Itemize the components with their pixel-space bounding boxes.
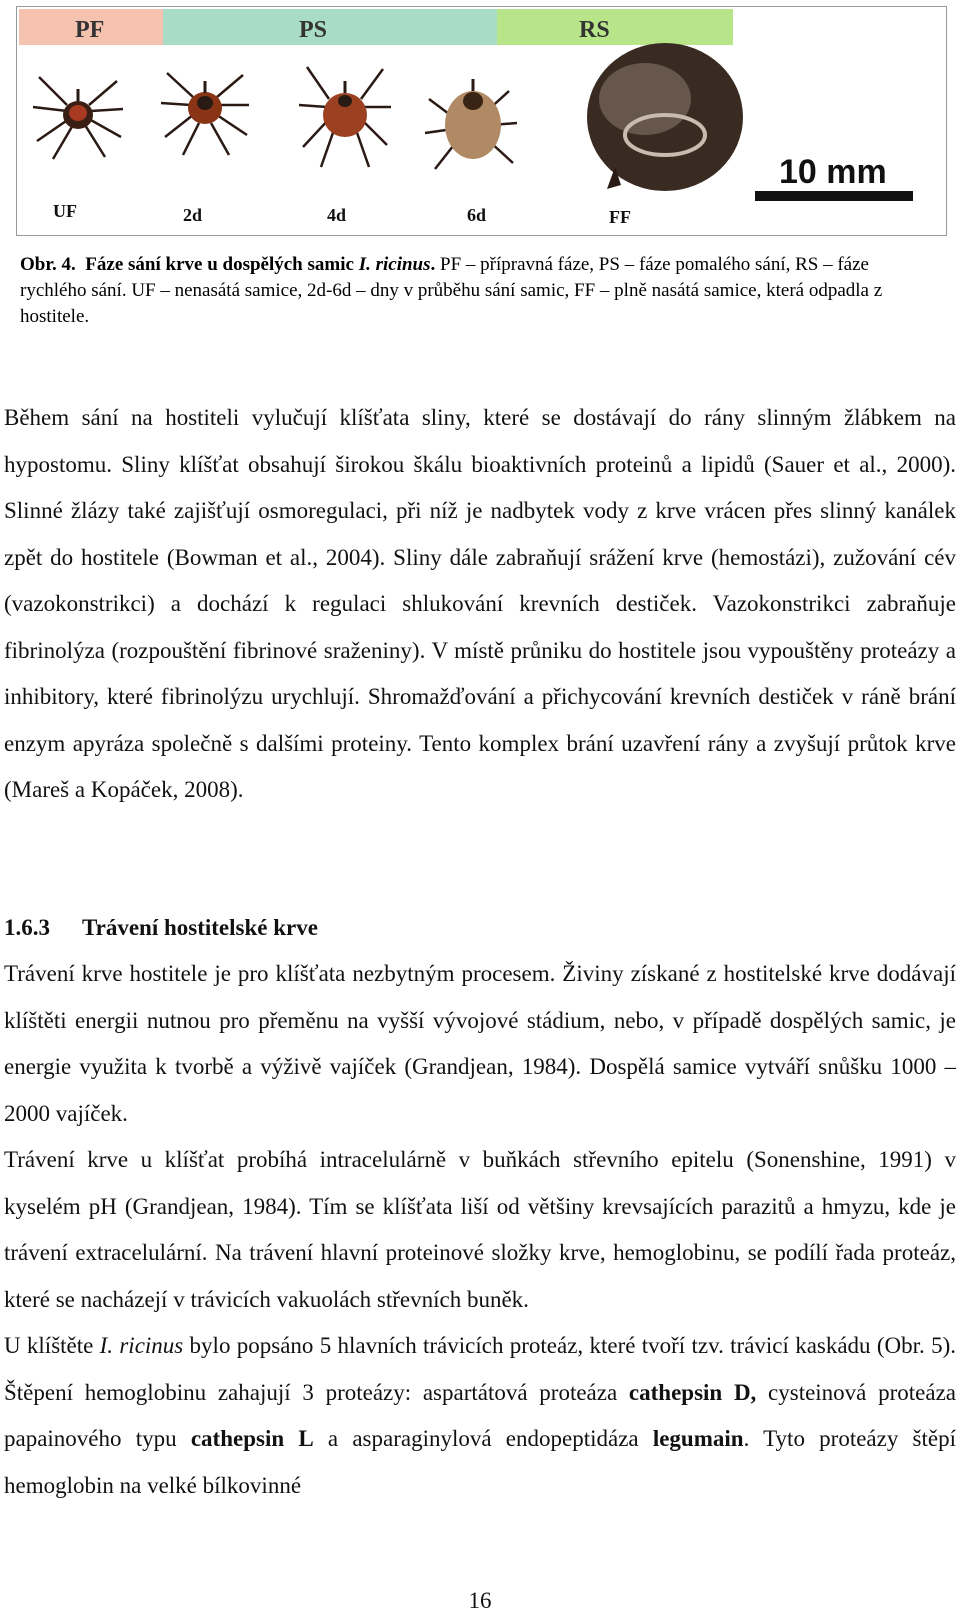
caption-text: PF – přípravná fáze, PS – fáze pomalého sání, RS – fáze rychlého sání. UF – nenasátá samice, 2d-6d – dny v průběhu sání samic, FF – plně nasátá samice, která odpadla z hostitele.: [20, 254, 883, 327]
caption-title-end: .: [430, 254, 436, 275]
enzyme-cathepsin-d: cathepsin D,: [628, 1379, 757, 1405]
section-number: 1.6.3: [4, 915, 50, 940]
stage-label-2d: 2d: [183, 205, 203, 225]
caption-label: Obr. 4.: [20, 254, 76, 275]
paragraph-1-text: Během sání na hostiteli vylučují klíšťata sliny, které se dostávají do rány slinným žlábkem na hypostomu. Sliny klíšťat obsahují širokou škálu bioaktivních proteinů a lipidů (Sauer et al., 2000). Slinné žlázy také zajišťují osmoregulaci, při níž je nadbytek vody z krve vrácen přes slinný kanálek zpět do hostitele (Bowman et al., 2004). Sliny dále zabraňují srážení krve (hemostázi), zužování cév (vazokonstrikci) a dochází k regulaci shlukování krevních destiček. Vazokonstrikci zabraňuje fibrinolýza (rozpouštění fibrinové sraženiny). V místě průniku do hostitele jsou vypouštěny proteázy a inhibitory, které fibrinolýzu urychlují. Shromažďování a přichycování krevních destiček v ráně brání enzym apyráza společně s dalšími proteiny. Tento komplex brání uzavření rány a zvyšují průtok krve (Mareš a Kopáček, 2008).: [4, 405, 956, 802]
phase-label-pf: PF: [75, 17, 105, 43]
paragraph-4-part: a asparaginylová endopeptidáza: [313, 1426, 653, 1451]
caption-species: I. ricinus: [358, 254, 431, 275]
stage-label-6d: 6d: [467, 205, 487, 225]
stage-label-4d: 4d: [327, 205, 347, 225]
enzyme-legumain: legumain: [652, 1426, 744, 1451]
paragraph-3-text: Trávení krve u klíšťat probíhá intracelulárně v buňkách střevního epitelu (Sonenshine, 1991) v kyselém pH (Grandjean, 1984). Tím se klíšťata liší od většiny krevsajících parazitů a hmyzu, kde je trávení extracelulární. Na trávení hlavní proteinové složky krve, hemoglobinu, se podílí řada proteáz, které se nacházejí v trávicích vakuolách střevních buněk.: [4, 1147, 956, 1312]
tick-day4-image: [299, 67, 391, 167]
tick-day2-image: [161, 73, 249, 155]
enzyme-cathepsin-l: cathepsin L: [190, 1426, 314, 1451]
paragraph-4-text: [4, 1323, 956, 1509]
tick-fully-fed-image: [587, 43, 743, 191]
caption-title: [85, 254, 435, 275]
paragraph-saliva: [4, 395, 956, 814]
paragraph-4-part: cysteinová proteáza papainového typu: [4, 1379, 957, 1451]
figure-caption: [20, 252, 932, 330]
paragraph-2-text: Trávení krve hostitele je pro klíšťata nezbytným procesem. Živiny získané z hostitelské krve dodávají klíštěti energii nutnou pro přeměnu na vyšší vývojové stádium, nebo, v případě dospělých samic, je energie využita k tvorbě a výživě vajíček (Grandjean, 1984). Dospělá samice vytváří snůšku 1000 – 2000 vajíček.: [4, 961, 956, 1126]
tick-day6-image: [425, 79, 517, 169]
stage-label-ff: FF: [609, 207, 631, 227]
phase-label-rs: RS: [579, 17, 610, 43]
caption-title-text: Fáze sání krve u dospělých samic: [85, 254, 354, 275]
tick-unfed-image: [33, 77, 123, 159]
stage-label-uf: UF: [53, 201, 77, 221]
paragraph-4-part: bylo popsáno 5 hlavních trávicích proteáz, které tvoří tzv. trávicí kaskádu (Obr. 5). Štěpení hemoglobinu zahajují 3 proteázy: aspartátová proteáza: [4, 1333, 956, 1405]
paragraph-4-part: U klíštěte: [4, 1333, 100, 1358]
phase-bar-rs: [497, 9, 733, 45]
species-name: I. ricinus: [99, 1333, 184, 1358]
section-heading: [4, 905, 318, 951]
paragraph-4-part: . Tyto proteázy štěpí hemoglobin na velké bílkovinné: [4, 1426, 956, 1498]
tick-feeding-illustration: [17, 7, 946, 235]
scale-bar: [755, 191, 913, 201]
tick-feeding-figure: [16, 6, 947, 236]
section-title: Trávení hostitelské krve: [82, 915, 318, 940]
phase-label-ps: PS: [299, 17, 328, 43]
scale-bar-label: 10 mm: [779, 153, 887, 191]
phase-bar-ps: [163, 9, 497, 45]
page-number: 16: [468, 1588, 492, 1613]
section-body: [4, 951, 956, 1509]
